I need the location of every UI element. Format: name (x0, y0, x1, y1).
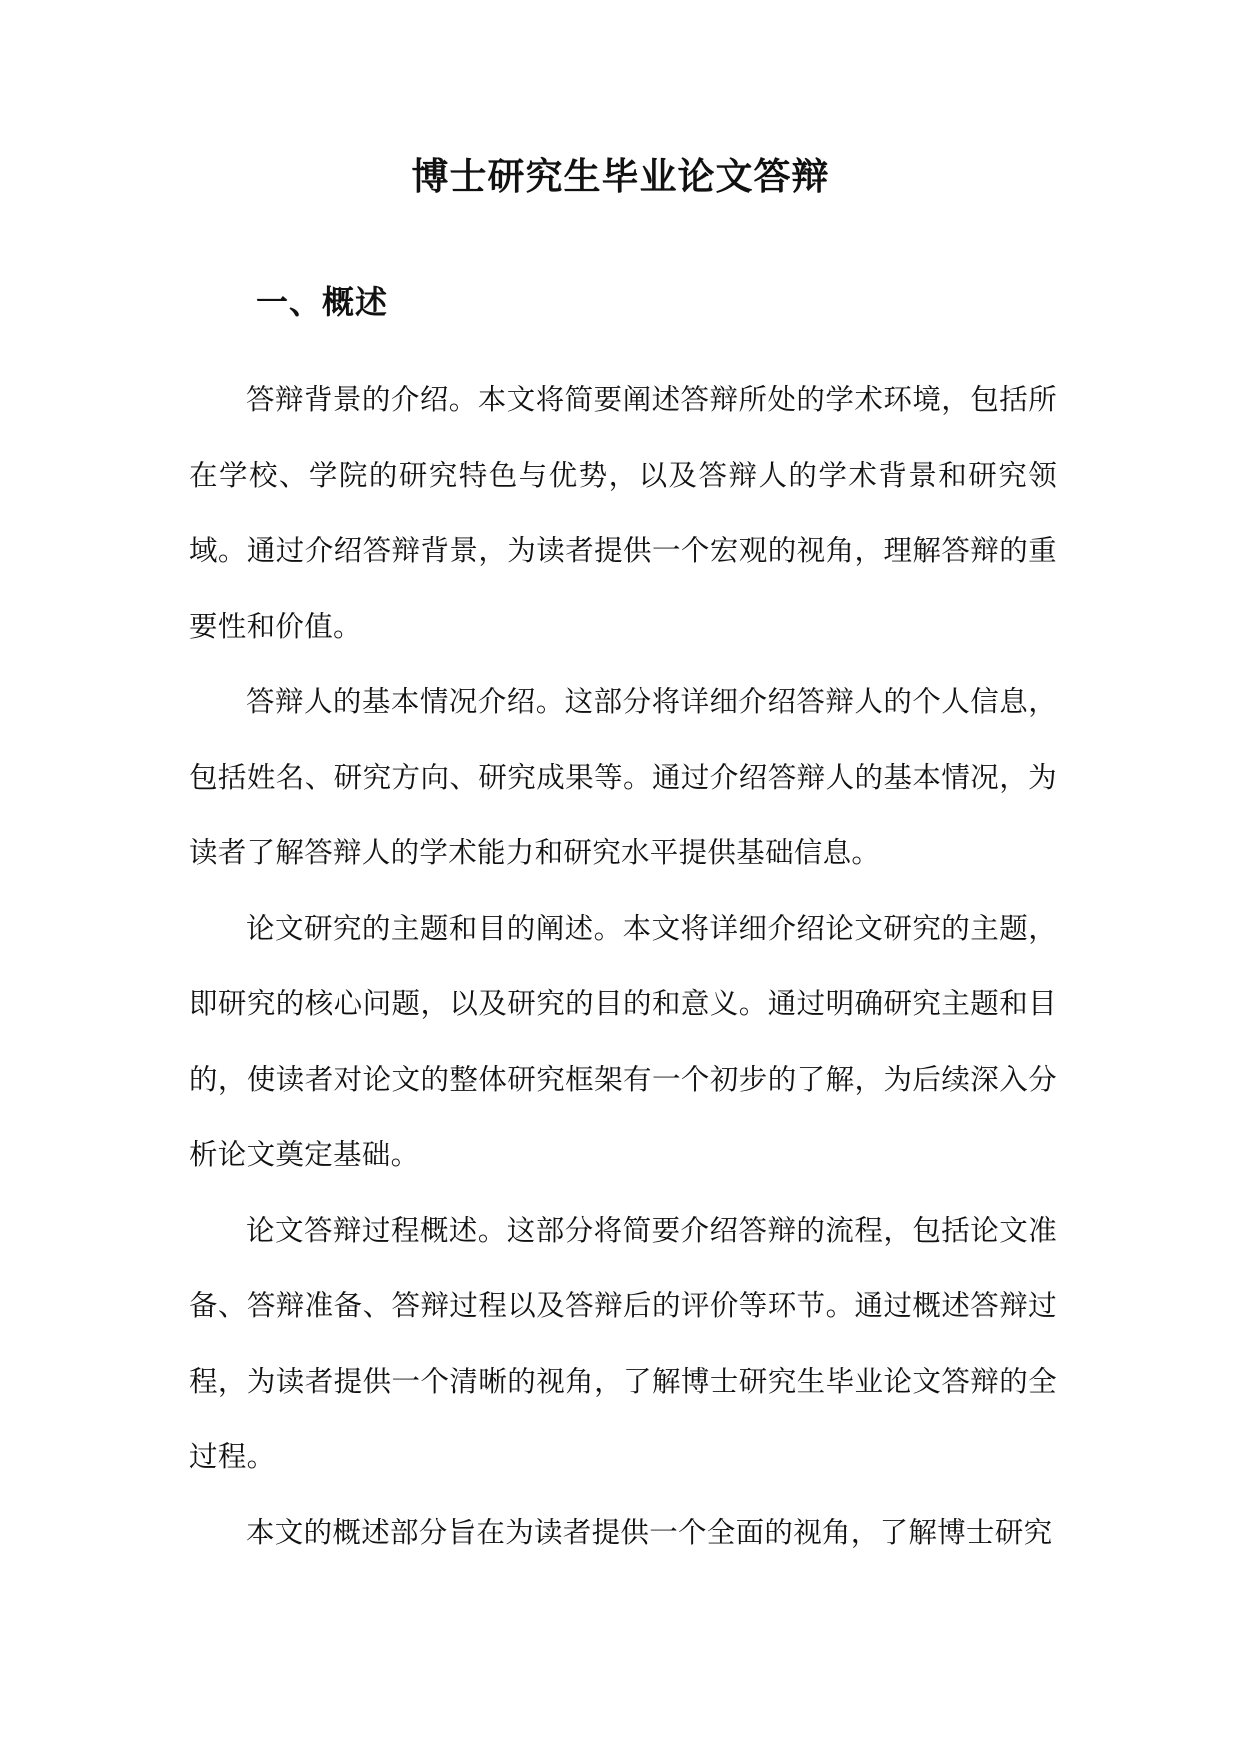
document-title: 博士研究生毕业论文答辩 (411, 154, 830, 198)
section-heading: 一、概述 (256, 283, 389, 321)
paragraph-summary: 本文的概述部分旨在为读者提供一个全面的视角，了解博士研究 (246, 1515, 1053, 1549)
paragraph-defense-process: 论文答辩过程概述。这部分将简要介绍答辩的流程，包括论文准备、答辩准备、答辩过程以及答辩后的评价等环节。通过概述答辩过程，为读者提供一个清晰的视角，了解博士研究生毕业论文答辩的全过程。 (189, 1213, 1057, 1473)
paragraph-defender-info: 答辩人的基本情况介绍。这部分将详细介绍答辩人的个人信息，包括姓名、研究方向、研究成果等。通过介绍答辩人的基本情况，为读者了解答辩人的学术能力和研究水平提供基础信息。 (189, 685, 1057, 869)
section-body (189, 362, 1057, 1570)
paragraph-topic-purpose: 论文研究的主题和目的阐述。本文将详细介绍论文研究的主题，即研究的核心问题，以及研究的目的和意义。通过明确研究主题和目的，使读者对论文的整体研究框架有一个初步的了解，为后续深入分析论文奠定基础。 (189, 911, 1057, 1171)
paragraph-background: 答辩背景的介绍。本文将简要阐述答辩所处的学术环境，包括所在学校、学院的研究特色与优势，以及答辩人的学术背景和研究领域。通过介绍答辩背景，为读者提供一个宏观的视角，理解答辩的重要性和价值。 (189, 383, 1057, 643)
